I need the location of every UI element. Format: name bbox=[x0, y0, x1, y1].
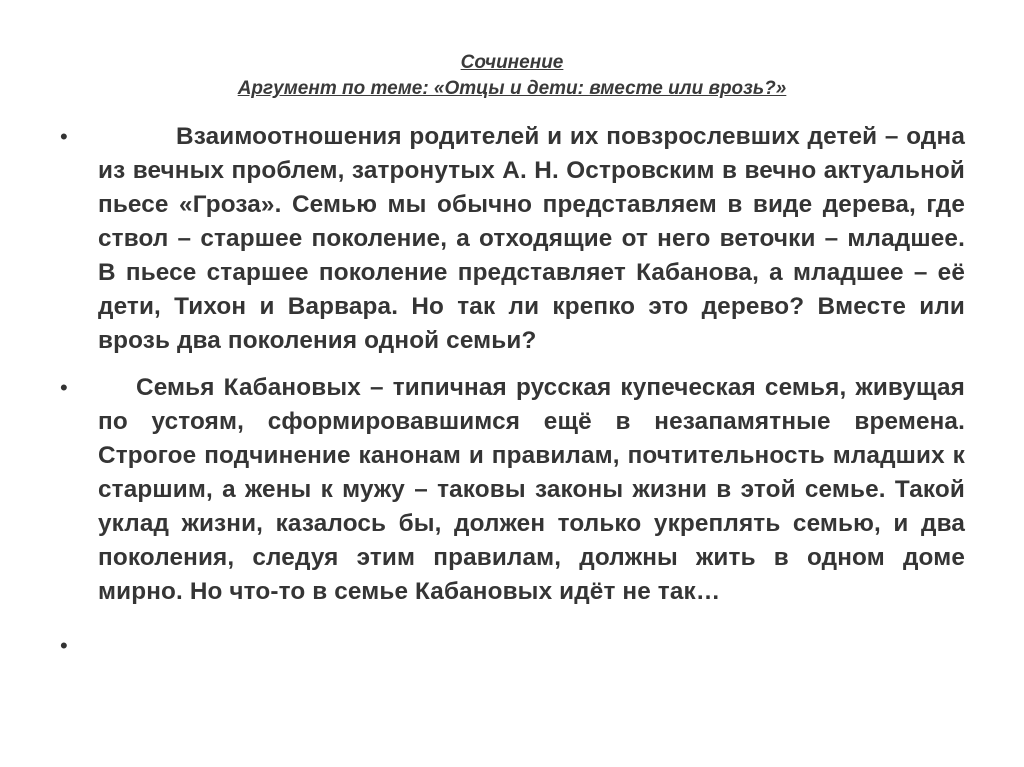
bullet-marker: • bbox=[60, 375, 68, 400]
bullet-list bbox=[60, 120, 965, 676]
bullet-text-1: Взаимоотношения родителей и их повзрослевших детей – одна из вечных проблем, затронутых А. Н. Островским в вечно актуальной пьесе «Гроза». Семью мы обычно представляем в виде дерева, где ствол – старшее поколение, а отходящие от него веточки – младшее. В пьесе старшее поколение представляет Кабанова, а младшее – её дети, Тихон и Варвара. Но так ли крепко это дерево? Вместе или врозь два поколения одной семьи? bbox=[98, 123, 965, 354]
slide-title bbox=[0, 50, 1024, 102]
title-line-1: Сочинение bbox=[460, 52, 564, 73]
bullet-item-1 bbox=[60, 120, 965, 358]
bullet-item-3 bbox=[60, 629, 965, 663]
bullet-marker: • bbox=[60, 124, 68, 149]
bullet-text-2: Семья Кабановых – типичная русская купеческая семья, живущая по устоям, сформировавшимся ещё в незапамятные времена. Строгое подчинение канонам и правилам, почтительность младших к старшим, а жены к мужу – таковы законы жизни в этой семье. Такой уклад жизни, казалось бы, должен только укреплять семью, и два поколения, следуя этим правилам, должны жить в одном доме мирно. Но что-то в семье Кабановых идёт не так… bbox=[98, 374, 965, 605]
bullet-marker: • bbox=[60, 633, 68, 658]
bullet-item-2 bbox=[60, 371, 965, 609]
title-line-2: Аргумент по теме: «Отцы и дети: вместе или врозь?» bbox=[237, 78, 787, 99]
